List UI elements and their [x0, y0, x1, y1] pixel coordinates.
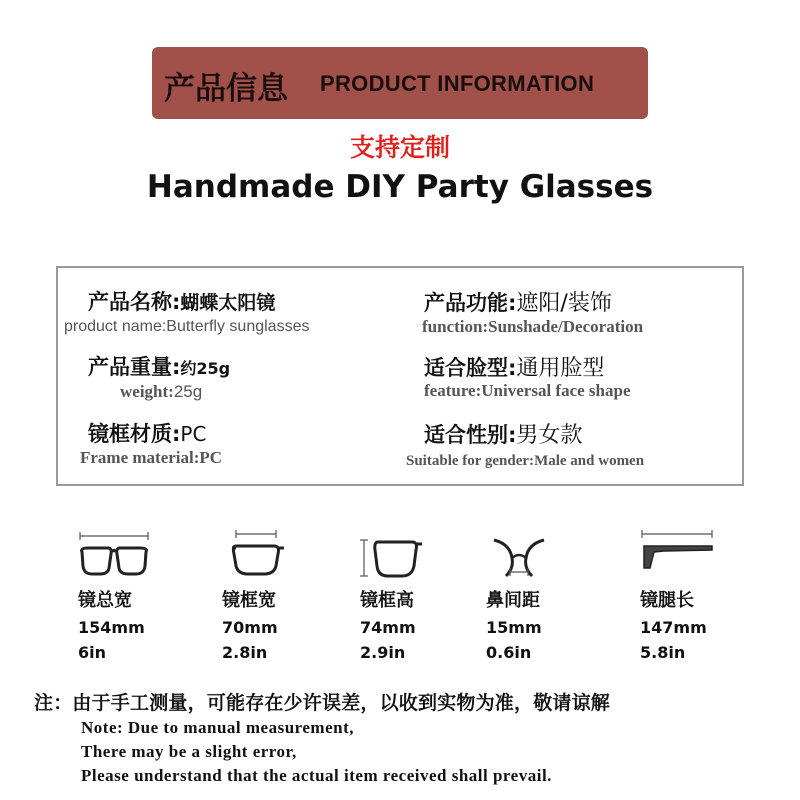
note-en-line1: Note: Due to manual measurement,	[81, 718, 355, 737]
spec-name-cn-label: 产品名称:	[88, 290, 181, 314]
spec-name-cn	[88, 286, 275, 316]
bridge-width-icon	[486, 530, 558, 580]
header-banner	[152, 47, 648, 119]
measurement-name: 镜腿长	[640, 590, 694, 611]
spec-weight-cn-label: 产品重量:	[88, 355, 181, 379]
spec-gender-en-label: Suitable for gender:	[406, 453, 535, 469]
spec-name-en	[64, 316, 309, 336]
spec-function-en	[422, 317, 643, 337]
measurement-name: 镜总宽	[78, 590, 132, 611]
measurement-mm: 147mm	[640, 618, 707, 637]
spec-face-cn-value: 通用脸型	[516, 356, 605, 381]
spec-frame-cn-value: PC	[180, 422, 207, 446]
spec-frame-cn	[88, 418, 206, 448]
measurement-inch: 2.9in	[360, 643, 406, 662]
note-en-line2: There may be a slight error,	[81, 742, 297, 761]
spec-gender-en	[406, 450, 644, 470]
spec-gender-cn-value: 男女款	[516, 423, 583, 448]
spec-gender-en-value: Male and women	[534, 453, 645, 469]
measurement-total-width	[78, 530, 198, 662]
measurement-inch: 5.8in	[640, 643, 686, 662]
spec-frame-cn-label: 镜框材质:	[88, 422, 181, 446]
spec-function-en-label: function:	[422, 317, 489, 336]
spec-function-cn	[424, 286, 612, 317]
measurement-name: 鼻间距	[486, 590, 540, 611]
measurement-lens-width	[222, 530, 342, 662]
glasses-total-width-icon	[78, 530, 150, 580]
spec-gender-cn-label: 适合性别:	[424, 423, 517, 447]
measurement-inch: 6in	[78, 643, 107, 662]
measurement-name: 镜框高	[360, 590, 414, 611]
spec-frame-en	[80, 448, 222, 468]
spec-weight-en	[120, 382, 202, 402]
spec-name-en-value: Butterfly sunglasses	[166, 318, 310, 335]
spec-function-en-value: Sunshade/Decoration	[488, 317, 644, 336]
measurement-inch: 0.6in	[486, 643, 532, 662]
measurement-mm: 15mm	[486, 618, 542, 637]
spec-face-cn	[424, 351, 604, 382]
measurement-temple-length	[640, 530, 760, 662]
measurement-name: 镜框宽	[222, 590, 276, 611]
spec-face-en	[424, 381, 631, 401]
spec-face-en-value: Universal face shape	[481, 381, 631, 400]
spec-frame-en-label: Frame material:	[80, 448, 200, 467]
measurement-mm: 74mm	[360, 618, 416, 637]
spec-weight-cn-value: 约25g	[180, 359, 231, 378]
spec-gender-cn	[424, 418, 582, 449]
spec-function-cn-value: 遮阳/装饰	[516, 291, 612, 316]
measurement-mm: 70mm	[222, 618, 278, 637]
spec-function-cn-label: 产品功能:	[424, 291, 517, 315]
measurement-lens-height	[360, 530, 480, 662]
lens-height-icon	[360, 530, 432, 580]
header-title-en: PRODUCT INFORMATION	[320, 71, 595, 96]
spec-weight-en-label: weight:	[120, 382, 174, 401]
product-title: Handmade DIY Party Glasses	[146, 169, 654, 205]
spec-weight-cn	[88, 351, 230, 381]
customization-text: 支持定制	[349, 133, 450, 162]
spec-name-en-label: product name:	[64, 318, 167, 335]
measurement-inch: 2.8in	[222, 643, 268, 662]
spec-face-en-label: feature:	[424, 381, 482, 400]
measurement-mm: 154mm	[78, 618, 145, 637]
note-cn: 注：由于手工测量，可能存在少许误差，以收到实物为准，敬请谅解	[34, 692, 611, 714]
spec-name-cn-value: 蝴蝶太阳镜	[180, 292, 276, 314]
spec-weight-en-value: 25g	[173, 382, 203, 401]
note-en-line3: Please understand that the actual item received shall prevail.	[81, 766, 552, 785]
lens-width-icon	[222, 530, 294, 580]
temple-length-icon	[640, 530, 720, 580]
spec-face-cn-label: 适合脸型:	[424, 356, 517, 380]
header-title-cn: 产品信息	[164, 71, 288, 107]
spec-frame-en-value: PC	[199, 448, 223, 467]
measurement-bridge-width	[486, 530, 606, 662]
